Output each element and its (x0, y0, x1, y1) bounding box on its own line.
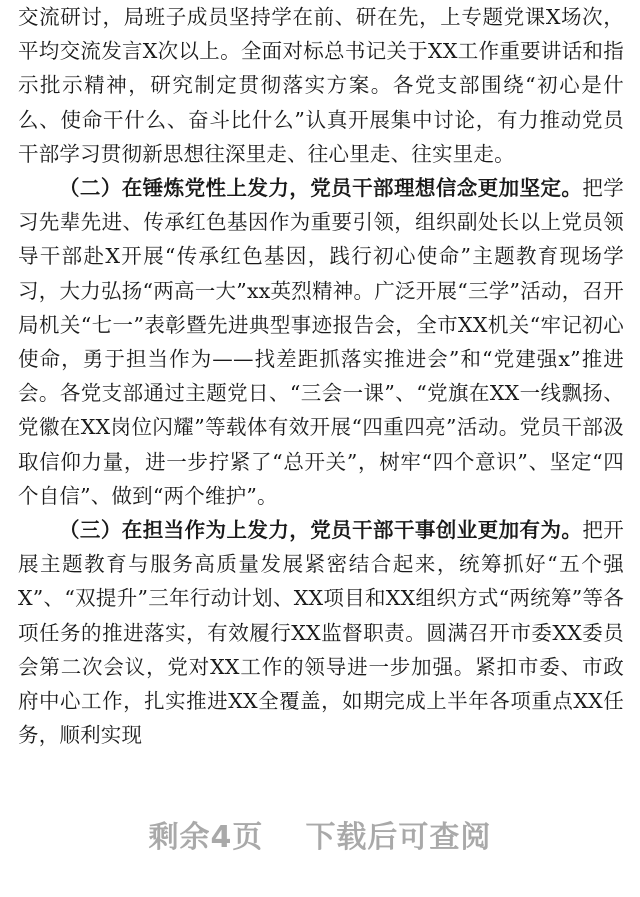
paragraph-1: 交流研讨，局班子成员坚持学在前、研在先，上专题党课X场次，平均交流发言X次以上。全面对标总书记关于XX工作重要讲话和指示批示精神，研究制定贯彻落实方案。各党支部围绕“初心是什么、使命干什么、奋斗比什么”认真开展集中讨论，有力推动党员干部学习贯彻新思想往深里走、往心里走、往实里走。 (18, 5, 624, 166)
section-3-heading: （三）在担当作为上发力，党员干部干事创业更加有为。 (59, 518, 583, 543)
section-3 (18, 513, 624, 752)
section-2-body: 把学习先辈先进、传承红色基因作为重要引领，组织副处长以上党员领导干部赴X开展“传承红色基因，践行初心使命”主题教育现场学习，大力弘扬“两高一大”xx英烈精神。广泛开展“三学”活动，召开局机关“七一”表彰暨先进典型事迹报告会，全市XX机关“牢记初心使命，勇于担当作为——找差距抓落实推进会”和“党建强x”推进会。各党支部通过主题党日、“三会一课”、“党旗在XX一线飘扬、党徽在XX岗位闪耀”等载体有效开展“四重四亮”活动。党员干部汲取信仰力量，进一步拧紧了“总开关”，树牢“四个意识”、坚定“四个自信”、做到“两个维护”。 (18, 176, 624, 508)
remaining-pages-banner[interactable] (0, 812, 640, 856)
remaining-pages-text: 剩余4页 (148, 820, 264, 855)
document-page (18, 0, 624, 752)
download-hint-text: 下载后可查阅 (305, 820, 492, 855)
section-2 (18, 171, 624, 513)
section-3-body: 把开展主题教育与服务高质量发展紧密结合起来，统筹抓好“五个强X”、“双提升”三年行动计划、XX项目和XX组织方式“两统筹”等各项任务的推进落实，有效履行XX监督职责。圆满召开市委XX委员会第二次会议，党对XX工作的领导进一步加强。紧扣市委、市政府中心工作，扎实推进XX全覆盖，如期完成上半年各项重点XX任务，顺利实现 (18, 518, 624, 748)
section-2-heading: （二）在锤炼党性上发力，党员干部理想信念更加坚定。 (59, 176, 583, 201)
